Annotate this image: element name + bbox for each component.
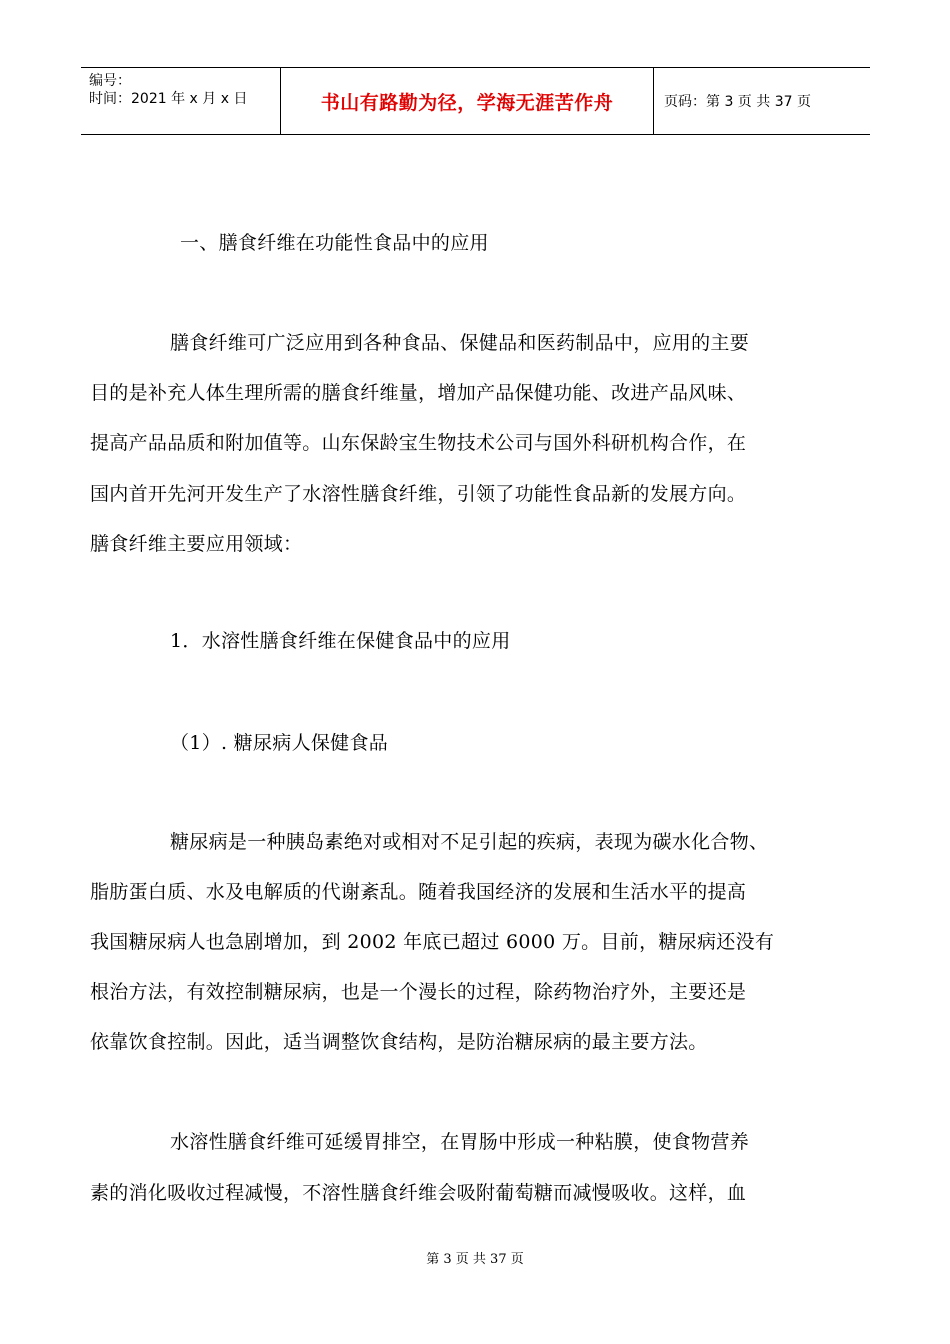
header-motto: 书山有路勤为径，学海无涯苦作舟 (281, 68, 654, 134)
subsubsection-heading: （1）. 糖尿病人保健食品 (170, 732, 389, 754)
header-date-label: 时间：2021 年 x 月 x 日 (89, 91, 248, 107)
header-meta-cell (81, 68, 281, 134)
header-page-info: 页码：第 3 页 共 37 页 (664, 94, 811, 110)
paragraph-line: 国内首开先河开发生产了水溶性膳食纤维，引领了功能性食品新的发展方向。 (90, 483, 747, 505)
section-heading: 一、膳食纤维在功能性食品中的应用 (180, 232, 489, 254)
document-header (81, 67, 870, 135)
paragraph-line: 糖尿病是一种胰岛素绝对或相对不足引起的疾病，表现为碳水化合物、 (170, 831, 769, 853)
paragraph-line: 素的消化吸收过程减慢，不溶性膳食纤维会吸附葡萄糖而减慢吸收。这样，血 (90, 1182, 747, 1204)
paragraph-line: 目的是补充人体生理所需的膳食纤维量，增加产品保健功能、改进产品风味、 (90, 382, 747, 404)
paragraph-line: 提高产品品质和附加值等。山东保龄宝生物技术公司与国外科研机构合作，在 (90, 432, 747, 454)
paragraph-line: 我国糖尿病人也急剧增加，到 2002 年底已超过 6000 万。目前，糖尿病还没有 (90, 931, 775, 953)
paragraph-line: 脂肪蛋白质、水及电解质的代谢紊乱。随着我国经济的发展和生活水平的提高 (90, 881, 747, 903)
paragraph-line: 膳食纤维可广泛应用到各种食品、保健品和医药制品中，应用的主要 (170, 332, 750, 354)
paragraph-line: 膳食纤维主要应用领域： (90, 533, 303, 555)
paragraph-line: 依靠饮食控制。因此，适当调整饮食结构，是防治糖尿病的最主要方法。 (90, 1031, 708, 1053)
header-number-label: 编号： (89, 73, 131, 89)
paragraph-line: 水溶性膳食纤维可延缓胃排空，在胃肠中形成一种粘膜，使食物营养 (170, 1131, 750, 1153)
subsection-heading: 1．水溶性膳食纤维在保健食品中的应用 (170, 630, 511, 652)
paragraph-line: 根治方法，有效控制糖尿病，也是一个漫长的过程，除药物治疗外，主要还是 (90, 981, 747, 1003)
page-footer: 第 3 页 共 37 页 (426, 1252, 524, 1267)
